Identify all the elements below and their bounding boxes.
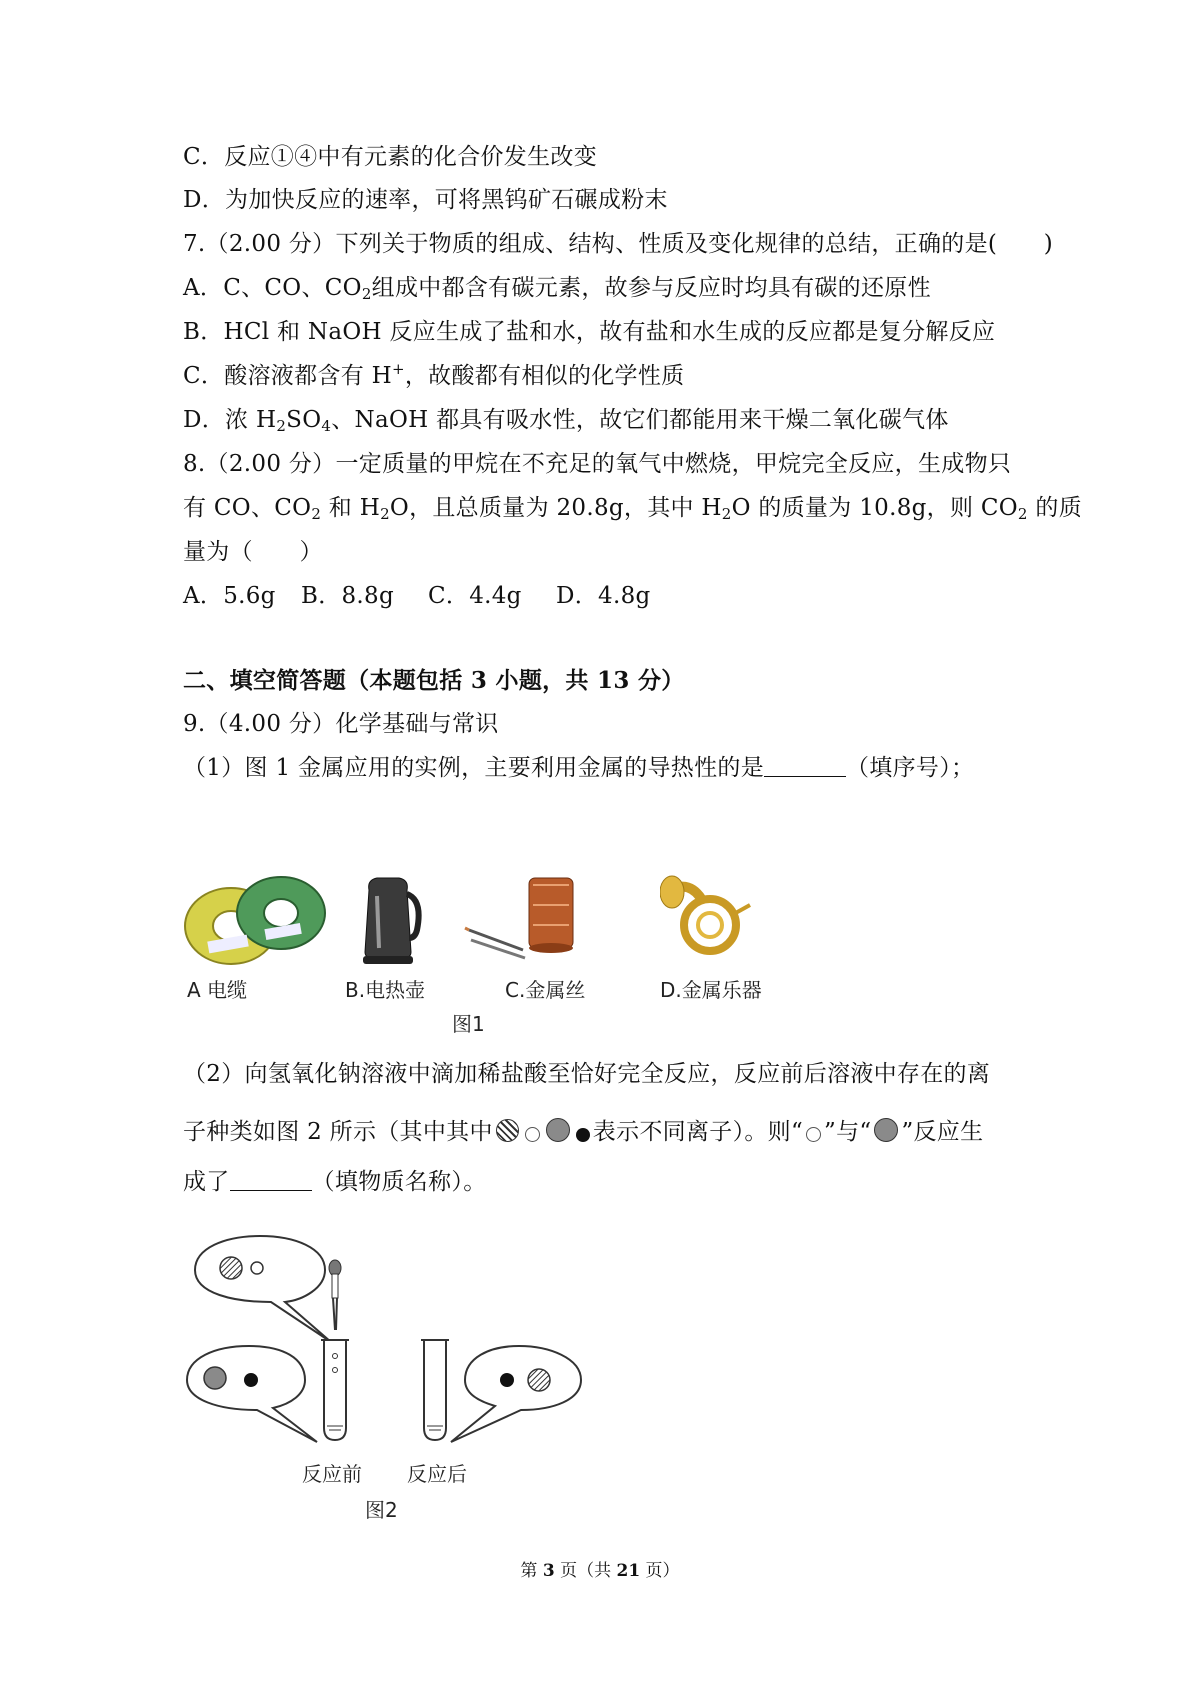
q7-option-d: D．浓 $H_2SO_4$、NaOH 都具有吸水性，故它们都能用来干燥二氧化碳气体 xyxy=(183,407,949,435)
fig1-label-c: C.金属丝 xyxy=(505,978,586,1002)
fig1-caption: 图1 xyxy=(452,1012,485,1036)
ion-reaction-diagram xyxy=(185,1218,585,1478)
hollow-ion-icon xyxy=(806,1127,821,1142)
q9-part-1: （1）图 1 金属应用的实例，主要利用金属的导热性的是 （填序号）； xyxy=(183,755,975,781)
q7-option-c: C．酸溶液都含有 H+，故酸都有相似的化学性质 xyxy=(183,360,685,389)
q7-option-b: B．HCl 和 NaOH 反应生成了盐和水，故有盐和水生成的反应都是复分解反应 xyxy=(183,319,996,345)
hollow-ion-icon xyxy=(525,1127,540,1142)
q8-options xyxy=(183,580,651,612)
fig2-label-before: 反应前 xyxy=(302,1462,362,1486)
dropper-icon xyxy=(329,1260,341,1330)
dropper-bubble xyxy=(195,1236,331,1342)
q7-option-a: A．C、CO、$CO_2$组成中都含有碳元素，故参与反应时均具有碳的还原性 xyxy=(183,275,931,303)
test-tube-before xyxy=(321,1340,349,1440)
total-page-count: 21 xyxy=(616,1561,641,1581)
fig1-label-d: D.金属乐器 xyxy=(660,978,762,1002)
fig1-label-a: A 电缆 xyxy=(187,978,248,1002)
superscript-plus: + xyxy=(391,360,405,378)
answer-blank xyxy=(230,1168,312,1191)
q8-line-1: 8.（2.00 分）一定质量的甲烷在不充足的氧气中燃烧，甲烷完全反应，生成物只 xyxy=(183,451,1012,477)
fig2-caption: 图2 xyxy=(365,1498,398,1522)
q7-stem: 7.（2.00 分）下列关于物质的组成、结构、性质及变化规律的总结，正确的是( ) xyxy=(183,231,1054,257)
current-page-number: 3 xyxy=(542,1561,555,1581)
after-bubble xyxy=(451,1346,581,1442)
q6-option-d: D．为加快反应的速率，可将黑钨矿石碾成粉末 xyxy=(183,187,668,213)
before-bubble xyxy=(187,1346,317,1442)
q6-option-c: C．反应①④中有元素的化合价发生改变 xyxy=(183,144,597,170)
q9-part-2-line-3: 成了 （填物质名称）。 xyxy=(183,1169,487,1195)
q8-option-b: B．8.8g xyxy=(301,583,395,609)
hatched-ion-icon xyxy=(496,1119,519,1142)
horn-instrument-image xyxy=(660,870,755,965)
electric-kettle-image xyxy=(355,870,425,965)
q8-option-d: D．4.8g xyxy=(556,583,651,609)
grey-ion-icon xyxy=(874,1118,898,1142)
q8-line-2: 有 CO、$CO_2$ 和 $H_2O$，且总质量为 20.8g，其中 $H_2O$ 的质量为 10.8g，则 $CO_2$ 的质 xyxy=(183,495,1082,523)
subscript-2: 2 xyxy=(361,285,372,303)
q9-part-2-line-1: （2）向氢氧化钠溶液中滴加稀盐酸至恰好完全反应，反应前后溶液中存在的离 xyxy=(183,1061,991,1087)
page-footer: 第 3 页（共 21 页） xyxy=(520,1561,680,1581)
fig2-label-after: 反应后 xyxy=(407,1462,467,1486)
grey-ion-icon xyxy=(546,1118,570,1142)
black-ion-icon xyxy=(576,1128,590,1142)
answer-blank xyxy=(764,754,846,777)
fig1-label-b: B.电热壶 xyxy=(345,978,426,1002)
q8-option-c: C．4.4g xyxy=(428,583,522,609)
q9-part-2-line-2: 子种类如图 2 所示（其中其中 表示不同离子）。则“ ”与“ ”反应生 xyxy=(183,1119,984,1145)
q9-stem: 9.（4.00 分）化学基础与常识 xyxy=(183,711,499,737)
q8-option-a: A．5.6g xyxy=(183,583,276,609)
q8-line-3: 量为（ ） xyxy=(183,539,323,565)
metal-wire-image xyxy=(463,870,593,970)
test-tube-after xyxy=(421,1340,449,1440)
section-2-heading: 二、填空简答题（本题包括 3 小题，共 13 分） xyxy=(183,667,685,694)
cable-image xyxy=(183,868,328,978)
